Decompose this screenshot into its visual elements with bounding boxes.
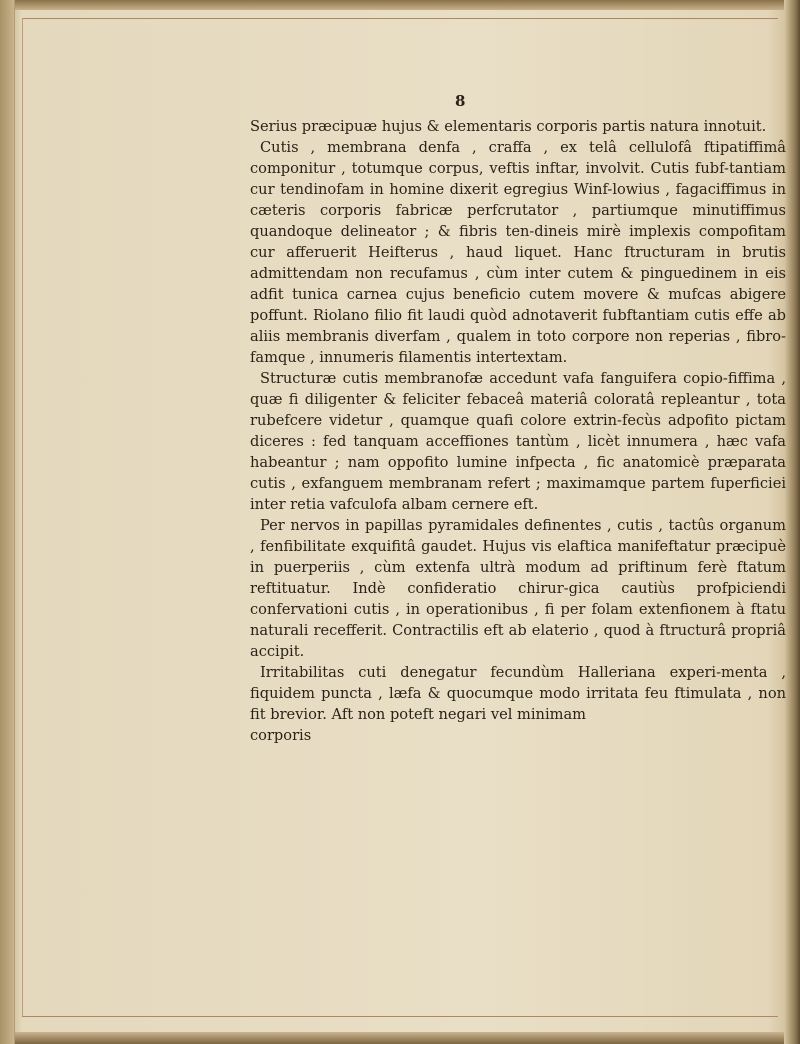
paragraph: Irritabilitas cuti denegatur fecundùm Halleriana experi-menta , fiquidem puncta , læfa & quocumque modo irritata feu ftimulata , non fit brevior. Aft non poteft negari vel minimam xyxy=(250,664,786,723)
printed-frame-left xyxy=(22,18,23,1016)
paragraph: Serius præcipuæ hujus & elementaris corporis partis natura innotuit. xyxy=(250,118,767,135)
paragraph: Per nervos in papillas pyramidales definentes , cutis , tactûs organum , fenfibilitate exquifitâ gaudet. Hujus vis elaftica manifeftatur præcipuè in puerperiis , cùm extenfa ultrà modum ad priftinum ferè ftatum reftituatur. Indè confideratio chirur-gica cautiùs profpiciendi confervationi cutis , in operationibus , fi per folam extenfionem à ftatu naturali recefferit. Contractilis eft ab elaterio , quod à ftructurâ propriâ accipit. xyxy=(250,517,786,660)
paragraph: Structuræ cutis membranofæ accedunt vafa fanguifera copio-fiffima , quæ fi diligenter & feliciter febaceâ materiâ coloratâ repleantur , tota rubefcere videtur , quamque quafi colore extrin-fecùs adpofito pictam diceres : fed tanquam acceffiones tantùm , licèt innumera , hæc vafa habeantur ; nam oppofito lumine infpecta , fic anatomicè præparata cutis , exfanguem membranam refert ; maximamque partem fuperficiei inter retia vafculofa albam cernere eft. xyxy=(250,370,786,513)
page-top-edge xyxy=(0,0,800,10)
page-bottom-edge xyxy=(0,1032,800,1044)
page-number: 8 xyxy=(455,92,466,110)
printed-frame-bottom xyxy=(22,1016,778,1017)
document-text xyxy=(250,116,786,746)
page-right-edge xyxy=(784,0,800,1044)
paragraph: Cutis , membrana denfa , craffa , ex telâ cellulofâ ftipatiffimâ componitur , totumque corpus, veftis inftar, involvit. Cutis fubf-tantiam cur tendinofam in homine dixerit egregius Winf-lowius , fagaciffimus in cæteris corporis fabricæ perfcrutator , partiumque minutiffimus quandoque delineator ; & fibris ten-dineis mirè implexis compofitam cur afferuerit Heifterus , haud liquet. Hanc ftructuram in brutis admittendam non recufamus , cùm inter cutem & pinguedinem in eis adfit tunica carnea cujus beneficio cutem movere & mufcas abigere poffunt. Riolano filio fit laudi quòd adnotaverit fubftantiam cutis effe ab aliis membranis diverfam , qualem in toto corpore non reperias , fibro-famque , innumeris filamentis intertextam. xyxy=(250,139,786,366)
page-left-edge xyxy=(0,0,15,1044)
catchword: corporis xyxy=(250,727,312,744)
printed-frame-top xyxy=(22,18,778,19)
